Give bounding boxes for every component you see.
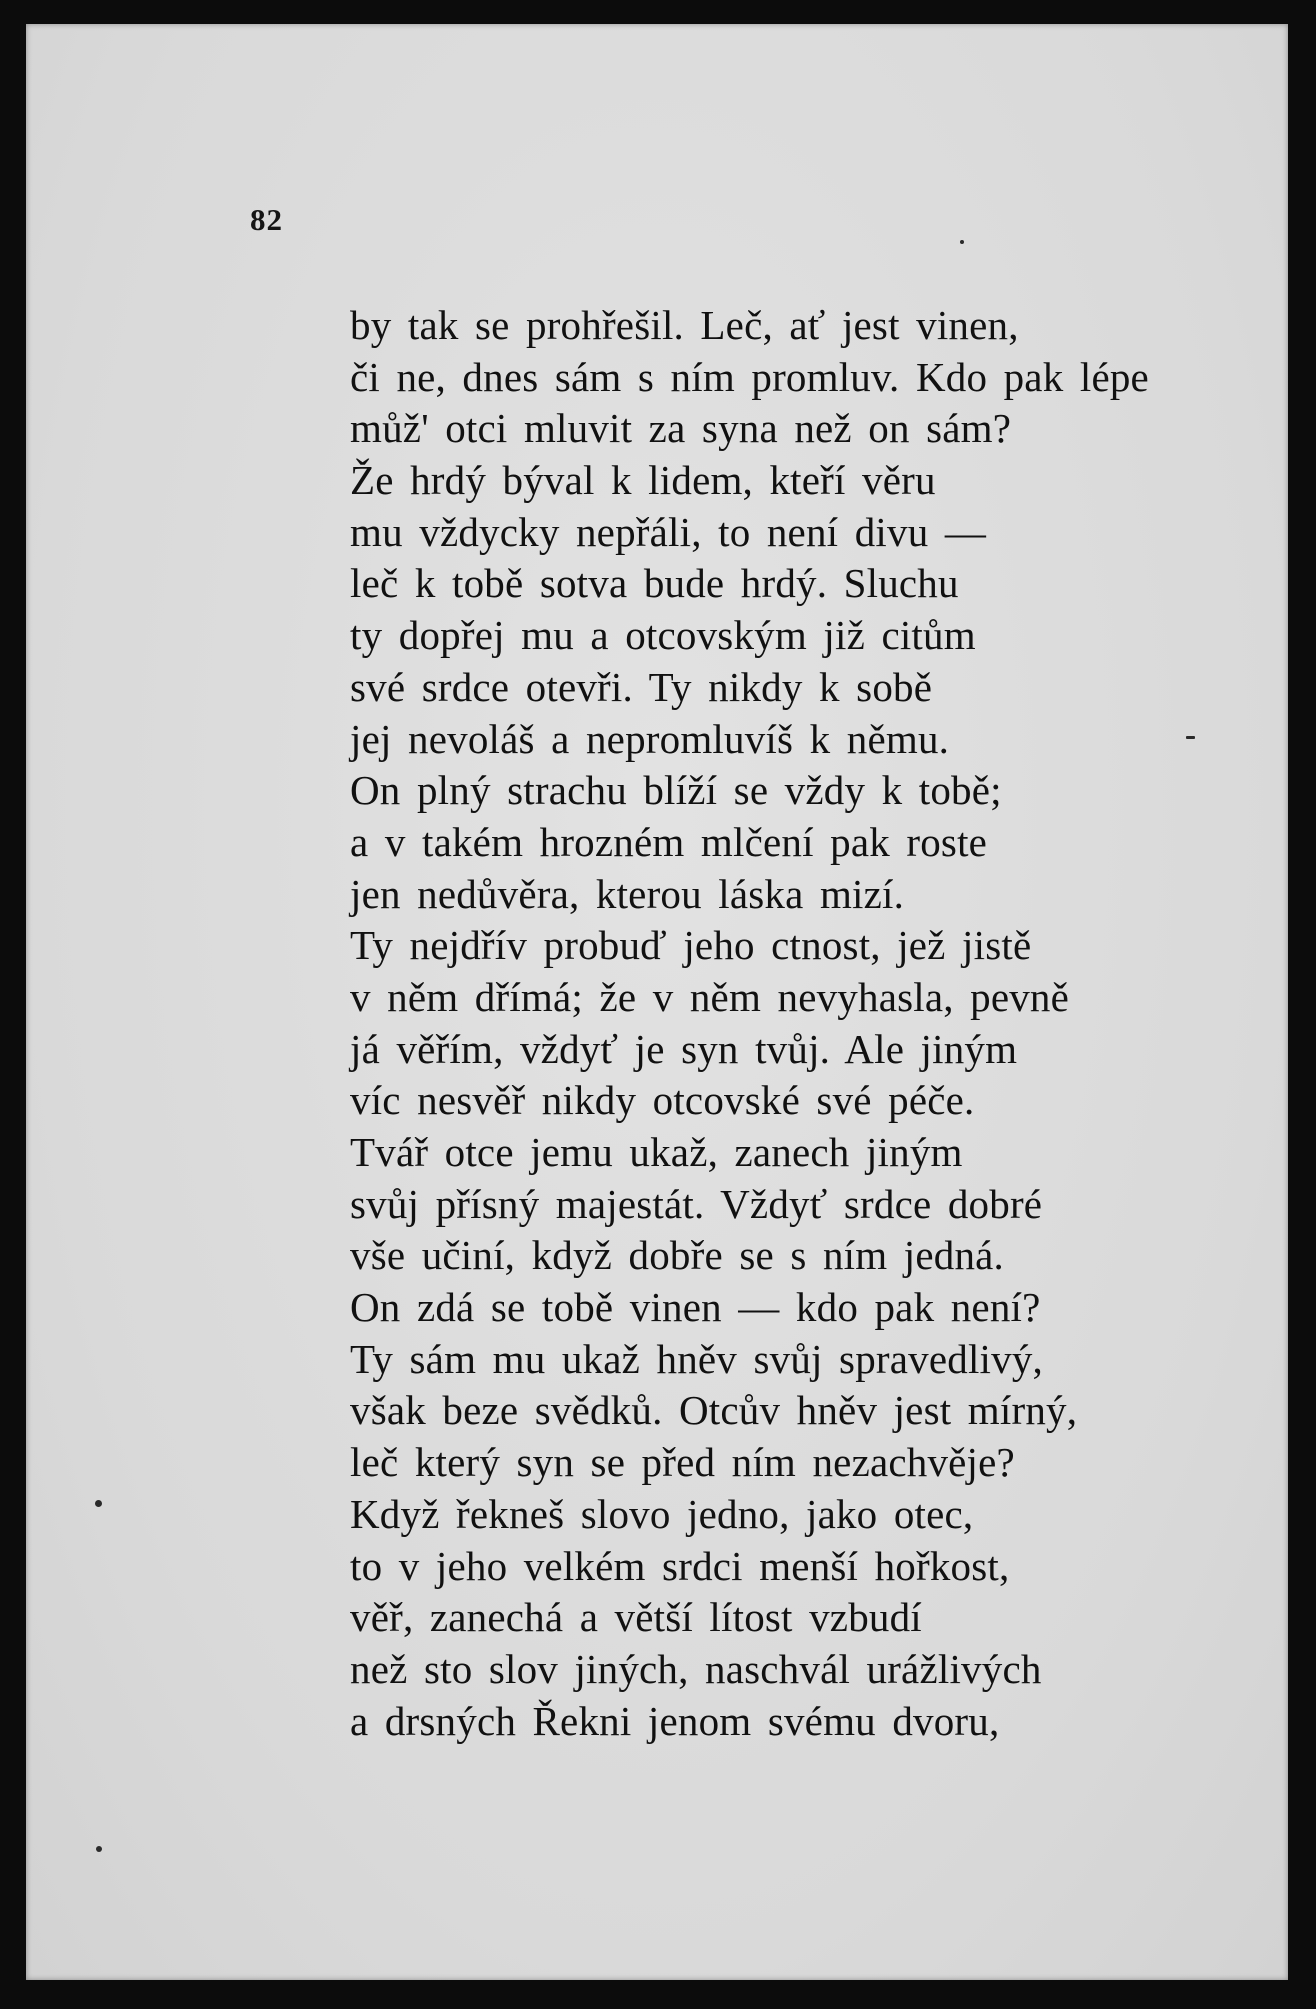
ink-speck <box>1186 736 1195 739</box>
verse-line: či ne, dnes sám s ním promluv. Kdo pak lépe <box>350 353 1149 400</box>
verse-line: já věřím, vždyť je syn tvůj. Ale jiným <box>350 1025 1018 1072</box>
verse-line: však beze svědků. Otcův hněv jest mírný, <box>350 1387 1078 1434</box>
verse-line: v něm dřímá; že v něm nevyhasla, pevně <box>350 973 1070 1020</box>
verse-line: jen nedůvěra, kterou láska mizí. <box>350 870 905 917</box>
verse-line: by tak se prohřešil. Leč, ať jest vinen, <box>350 302 1019 348</box>
verse-line: mu vždycky nepřáli, to není divu — <box>350 508 987 555</box>
verse-line: On zdá se tobě vinen — kdo pak není? <box>350 1284 1041 1331</box>
verse-line: než sto slov jiných, naschvál urážlivých <box>350 1645 1042 1692</box>
verse-line: leč který syn se před ním nezachvěje? <box>350 1439 1015 1486</box>
verse-text <box>350 300 1290 1747</box>
verse-line: a drsných Řekni jenom svému dvoru, <box>350 1697 1000 1744</box>
verse-line: své srdce otevři. Ty nikdy k sobě <box>350 663 933 710</box>
verse-line: Ty nejdřív probuď jeho ctnost, jež jistě <box>350 922 1032 969</box>
page-number: 82 <box>250 202 283 237</box>
verse-line: ty dopřej mu a otcovským již citům <box>350 612 976 659</box>
verse-line: víc nesvěř nikdy otcovské své péče. <box>350 1077 975 1124</box>
verse-line: Že hrdý býval k lidem, kteří věru <box>350 457 936 504</box>
verse-line: Když řekneš slovo jedno, jako otec, <box>350 1490 974 1537</box>
ink-speck <box>95 1500 102 1507</box>
verse-line: to v jeho velkém srdci menší hořkost, <box>350 1542 1010 1589</box>
verse-line: On plný strachu blíží se vždy k tobě; <box>350 767 1002 814</box>
ink-speck <box>96 1846 102 1852</box>
verse-line: Ty sám mu ukaž hněv svůj spravedlivý, <box>350 1335 1043 1382</box>
verse-line: a v takém hrozném mlčení pak roste <box>350 818 988 865</box>
verse-line: věř, zanechá a větší lítost vzbudí <box>350 1594 922 1641</box>
verse-line: vše učiní, když dobře se s ním jedná. <box>350 1232 1005 1279</box>
book-page <box>26 24 1288 1980</box>
verse-line: svůj přísný majestát. Vždyť srdce dobré <box>350 1180 1043 1227</box>
verse-line: jej nevoláš a nepromluvíš k němu. <box>350 715 950 762</box>
verse-line: leč k tobě sotva bude hrdý. Sluchu <box>350 560 959 607</box>
ink-speck <box>960 240 964 244</box>
verse-line: Tvář otce jemu ukaž, zanech jiným <box>350 1129 963 1175</box>
verse-line: můž' otci mluvit za syna než on sám? <box>350 405 1012 452</box>
